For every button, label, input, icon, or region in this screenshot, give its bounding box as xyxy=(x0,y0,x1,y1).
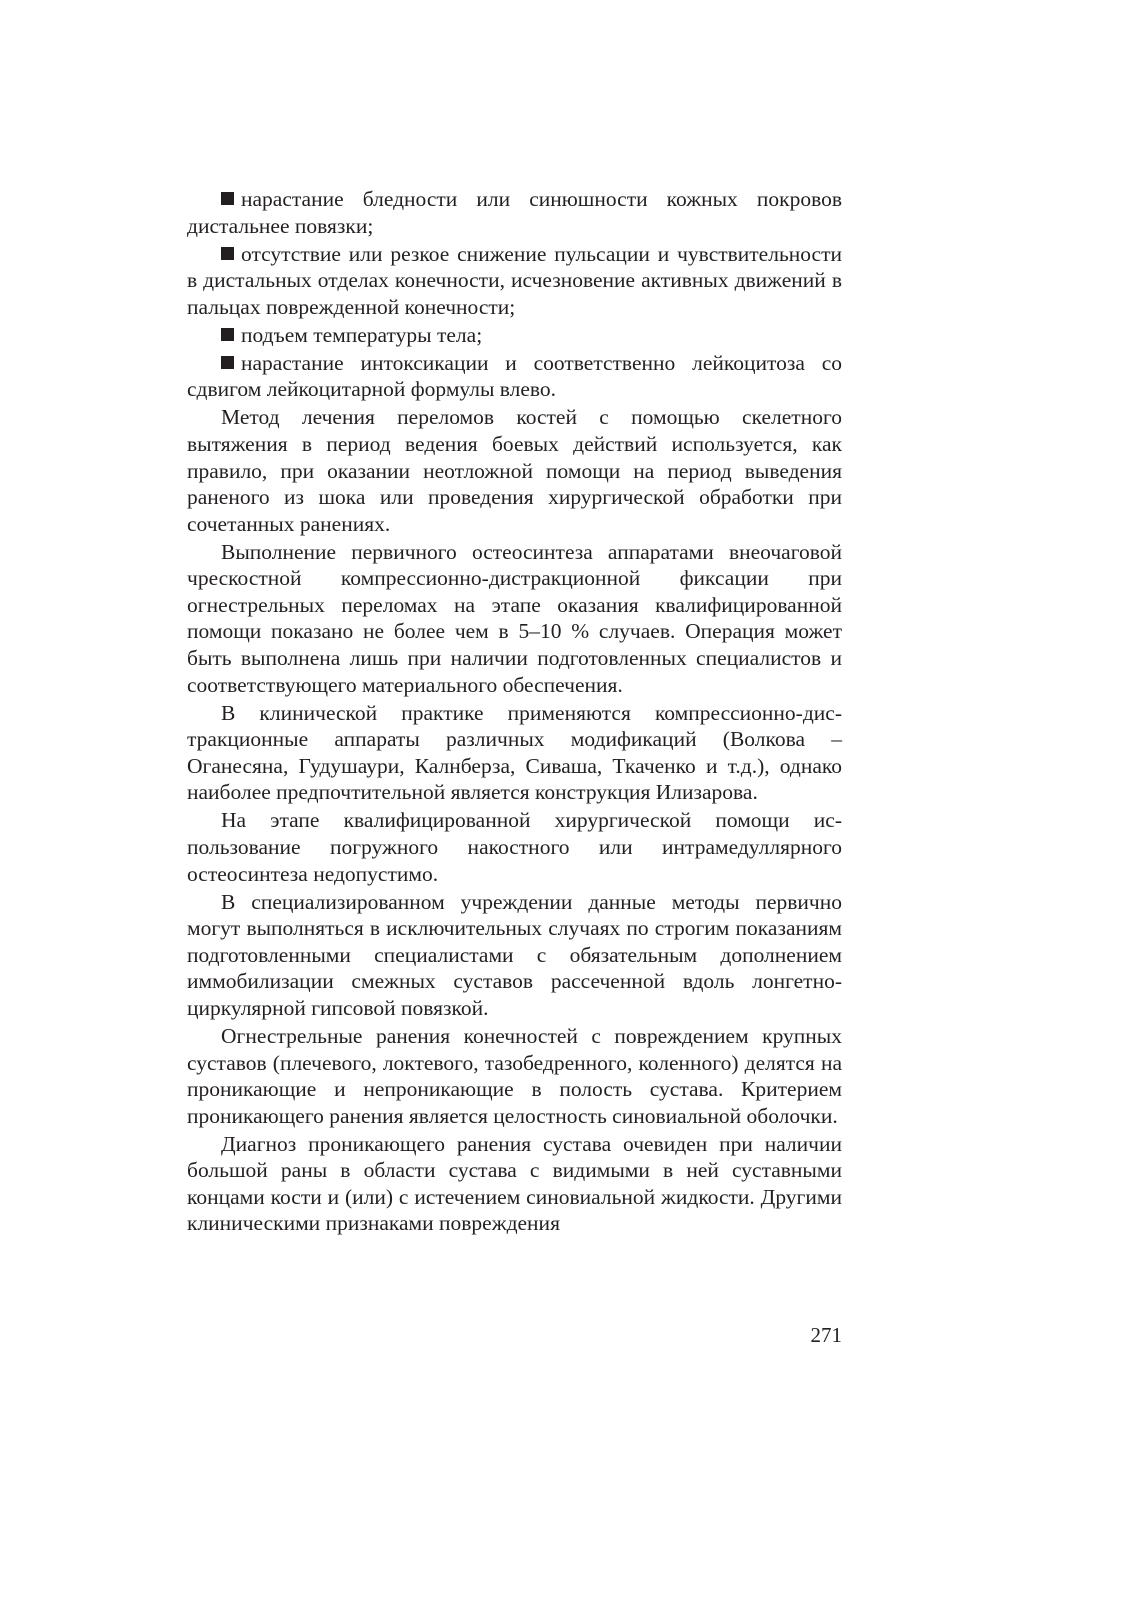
paragraph: В клинической практике применяются компрессионно-дистракционные аппараты различных модификаций (Волкова – Оганесяна, Гудушаури, Калнберза, Сиваша, Ткаченко и т.д.), однако наиболее предпочтительной является конструкция Илизарова. xyxy=(187,700,842,805)
square-bullet-icon xyxy=(221,247,234,260)
bullet-item xyxy=(187,350,842,403)
paragraph: Метод лечения переломов костей с помощью скелетного вытяжения в период ведения боевых действий используется, как правило, при оказании неотложной помощи на период выведения раненого из шока или проведения хирургической обработки при сочетанных ранениях. xyxy=(187,405,842,536)
bullet-item xyxy=(187,322,842,349)
page-content xyxy=(187,186,842,1238)
paragraph: Огнестрельные ранения конечностей с повреждением крупных суставов (плечевого, локтевого, тазобедренного, коленного) делятся на проникающие и непроникающие в полость сустава. Критерием проникающего ранения является целостность синовиальной оболочки. xyxy=(187,1023,842,1128)
square-bullet-icon xyxy=(221,192,234,205)
paragraph: На этапе квалифицированной хирургической помощи использование погружного накостного или интрамедуллярного остеосинтеза недопустимо. xyxy=(187,808,842,886)
square-bullet-icon xyxy=(221,356,234,369)
bullet-item xyxy=(187,186,842,239)
body-text xyxy=(187,186,842,1237)
paragraph: В специализированном учреждении данные методы первично могут выполняться в исключительных случаях по строгим показаниям подготовленными специалистами с обязательным дополнением иммобилизации смежных суставов рассеченной вдоль лонгетно-циркулярной гипсовой повязкой. xyxy=(187,889,842,1020)
page-number: 271 xyxy=(810,1323,842,1347)
bullet-text: отсутствие или резкое снижение пульсации и чувствительности в дистальных отделах конечности, исчезновение активных движений в пальцах поврежденной конечности; xyxy=(187,241,842,319)
bullet-text: подъем температуры тела; xyxy=(241,322,483,347)
bullet-text: нарастание интоксикации и соответственно лейкоцитоза со сдвигом лейкоцитарной формулы влево. xyxy=(187,350,842,402)
paragraph: Выполнение первичного остеосинтеза аппаратами внеочаговой чрескостной компрессионно-дистракционной фиксации при огнестрельных переломах на этапе оказания квалифицированной помощи показано не более чем в 5–10 % случаев. Операция может быть выполнена лишь при наличии подготовленных специалистов и соответствующего материального обеспечения. xyxy=(187,539,842,697)
paragraph: Диагноз проникающего ранения сустава очевиден при наличии большой раны в области сустава с видимыми в ней суставными концами кости и (или) с истечением синовиальной жидкости. Другими клиническими признаками повреждения xyxy=(187,1131,842,1236)
bullet-item xyxy=(187,241,842,321)
bullet-text: нарастание бледности или синюшности кожных покровов дистальнее повязки; xyxy=(187,187,842,238)
square-bullet-icon xyxy=(221,328,234,341)
